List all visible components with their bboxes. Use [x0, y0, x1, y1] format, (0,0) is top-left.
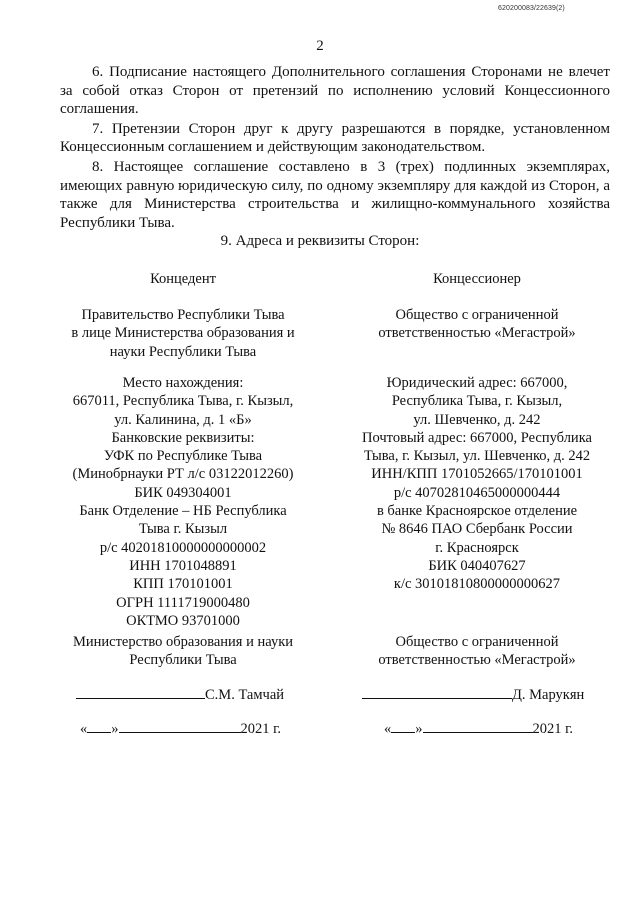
right-role-label: Концессионер [433, 271, 521, 287]
right-role [342, 270, 612, 288]
signature-blank[interactable] [76, 686, 205, 699]
left-detail-line: ИНН 1701048891 [129, 557, 237, 574]
left-detail-line: Место нахождения: [122, 375, 244, 391]
left-name-line: науки Республики Тыва [109, 343, 257, 360]
date-year: 2021 г. [532, 721, 574, 737]
date-year: 2021 г. [240, 721, 282, 737]
month-blank[interactable] [119, 720, 241, 733]
date-quote-close: » [415, 721, 423, 737]
date-quote-open: « [80, 721, 88, 737]
body-text [60, 63, 610, 232]
left-detail-line: ул. Калинина, д. 1 «Б» [114, 411, 252, 428]
month-blank[interactable] [423, 720, 533, 733]
left-name-line: Правительство Республики Тыва [81, 307, 285, 323]
right-detail-line: БИК 040407627 [428, 557, 526, 574]
left-detail-line: УФК по Республике Тыва [103, 448, 263, 465]
left-detail-line: КПП 170101001 [133, 576, 233, 593]
left-detail-line: р/с 40201810000000000002 [99, 539, 267, 556]
date-quote-close: » [111, 721, 119, 737]
left-party-name [48, 306, 318, 361]
left-signatory-name: С.М. Тамчай [205, 687, 285, 703]
right-name-line: ответственностью «Мегастрой» [378, 325, 576, 342]
right-name-line: Общество с ограниченной [395, 307, 559, 323]
left-detail-line: (Минобрнауки РТ л/с 03122012260) [72, 466, 294, 483]
right-detail-line: ул. Шевченко, д. 242 [413, 411, 541, 428]
day-blank[interactable] [87, 720, 111, 733]
paragraph-6: 6. Подписание настоящего Дополнительного соглашения Сторонами не влечет за собой отказ Сторон от претензий по исполнению условий Концессионного соглашения. [60, 64, 610, 118]
left-signatory-line: Республики Тыва [129, 652, 237, 669]
left-signatory-org [48, 633, 318, 670]
right-signature-line [362, 686, 584, 704]
left-detail-line: БИК 049304001 [134, 484, 232, 501]
right-detail-line: Юридический адрес: 667000, [386, 375, 568, 391]
left-date-line [80, 720, 281, 738]
section-title: 9. Адреса и реквизиты Сторон: [220, 233, 420, 249]
date-quote-open: « [384, 721, 392, 737]
left-detail-line: Тыва г. Кызыл [138, 521, 228, 538]
left-detail-line: Банковские реквизиты: [111, 429, 255, 446]
right-detail-line: Тыва, г. Кызыл, ул. Шевченко, д. 242 [363, 448, 591, 465]
left-signature-line [76, 686, 284, 704]
right-detail-line: к/с 30101810800000000627 [393, 576, 561, 593]
right-signatory-name: Д. Марукян [512, 687, 585, 703]
right-details [342, 374, 612, 594]
right-date-line [384, 720, 573, 738]
signature-blank[interactable] [362, 686, 512, 699]
right-detail-line: г. Красноярск [435, 539, 519, 556]
left-detail-line: Банк Отделение – НБ Республика [79, 503, 287, 520]
right-signatory-line: ответственностью «Мегастрой» [378, 652, 576, 669]
right-detail-line: Республика Тыва, г. Кызыл, [391, 393, 563, 410]
document-id: 620200083/22639(2) [498, 5, 565, 12]
page-number: 2 [316, 38, 324, 54]
left-role [48, 270, 318, 288]
right-detail-line: ИНН/КПП 1701052665/170101001 [371, 466, 583, 483]
left-role-label: Концедент [150, 271, 216, 287]
right-detail-line: Почтовый адрес: 667000, Республика [362, 429, 592, 446]
left-detail-line: ОГРН 1111719000480 [116, 594, 250, 611]
right-signatory-org [342, 633, 612, 670]
day-blank[interactable] [391, 720, 415, 733]
left-signatory-line: Министерство образования и науки [72, 634, 294, 650]
right-detail-line: № 8646 ПАО Сбербанк России [381, 521, 573, 538]
left-details [48, 374, 318, 630]
right-detail-line: в банке Красноярское отделение [376, 503, 578, 520]
right-detail-line: р/с 40702810465000000444 [393, 484, 561, 501]
left-name-line: в лице Министерства образования и [71, 325, 295, 342]
paragraph-7: 7. Претензии Сторон друг к другу разрешаются в порядке, установленном Концессионным соглашением и действующим законодательством. [60, 120, 610, 156]
right-party-name [342, 306, 612, 343]
right-signatory-line: Общество с ограниченной [395, 634, 559, 650]
paragraph-8: 8. Настоящее соглашение составлено в 3 (трех) подлинных экземплярах, имеющих равную юридическую силу, по одному экземпляру для каждой из Сторон, а также для Министерства строительства и жилищно-коммунального хозяйства Республики Тыва. [60, 158, 610, 231]
left-detail-line: 667011, Республика Тыва, г. Кызыл, [72, 393, 294, 410]
left-detail-line: ОКТМО 93701000 [126, 612, 240, 629]
